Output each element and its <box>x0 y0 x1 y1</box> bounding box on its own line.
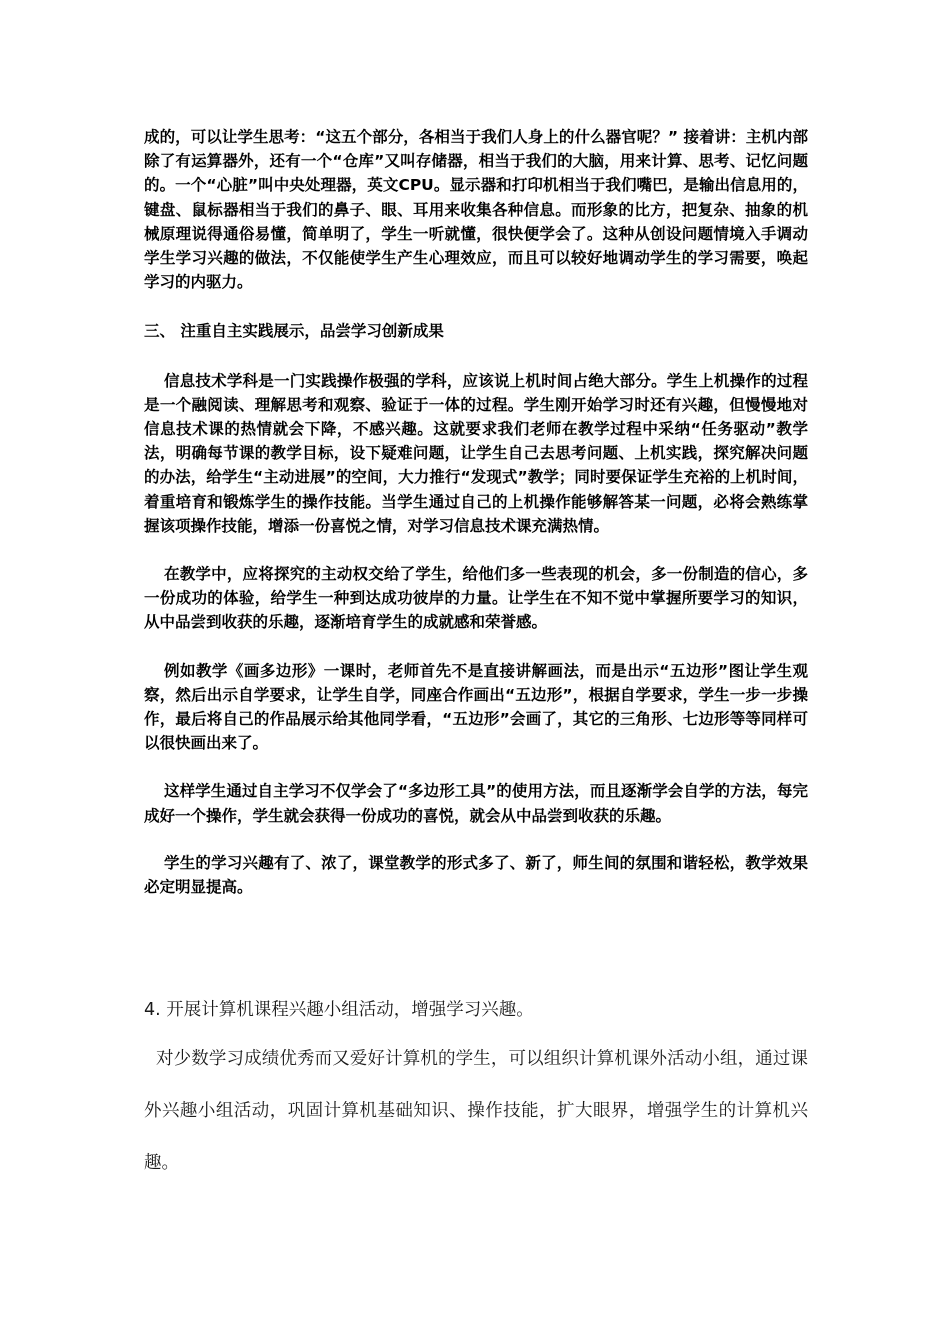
item-4-body: 对少数学习成绩优秀而又爱好计算机的学生，可以组织计算机课外活动小组，通过课外兴趣小组活动，巩固计算机基础知识、操作技能，扩大眼界，增强学生的计算机兴趣。 <box>144 1049 808 1173</box>
item-4-title: 4. 开展计算机课程兴趣小组活动，增强学习兴趣。 <box>144 1000 534 1020</box>
paragraph-self-study: 这样学生通过自主学习不仅学会了“多边形工具”的使用方法，而且逐渐学会自学的方法，每完成好一个操作，学生就会获得一份成功的喜悦，就会从中品尝到收获的乐趣。 <box>144 782 808 825</box>
intro-paragraph: 成的，可以让学生思考：“这五个部分，各相当于我们人身上的什么器官呢？” 接着讲：主机内部除了有运算器外，还有一个“仓库”又叫存储器，相当于我们的大脑，用来计算、思考、记忆问题的。一个“心脏”叫中央处理器，英文CPU。显示器和打印机相当于我们嘴巴，是输出信息用的，键盘、鼠标器相当于我们的鼻子、眼、耳用来收集各种信息。而形象的比方，把复杂、抽象的机械原理说得通俗易懂，简单明了，学生一听就懂，很快便学会了。这种从创设问题情境入手调动学生学习兴趣的做法，不仅能使学生产生心理效应，而且可以较好地调动学生的学习需要，唤起学习的内驱力。 <box>144 128 808 292</box>
item-4-section <box>144 995 808 1189</box>
paragraph-practice: 信息技术学科是一门实践操作极强的学科，应该说上机时间占绝大部分。学生上机操作的过程是一个融阅读、理解思考和观察、验证于一体的过程。学生刚开始学习时还有兴趣，但慢慢地对信息技术课的热情就会下降，不感兴趣。这就要求我们老师在教学过程中采纳“任务驱动”教学法，明确每节课的教学目标，设下疑难问题，让学生自己去思考问题、上机实践，探究解决问题的办法，给学生“主动进展”的空间，大力推行“发现式”教学；同时要保证学生充裕的上机时间，着重培育和锻炼学生的操作技能。当学生通过自己的上机操作能够解答某一问题，必将会熟练掌握该项操作技能，增添一份喜悦之情，对学习信息技术课充满热情。 <box>144 371 808 535</box>
document-body <box>144 125 808 899</box>
paragraph-example: 例如教学《画多边形》一课时，老师首先不是直接讲解画法，而是出示“五边形”图让学生观察，然后出示自学要求，让学生自学，同座合作画出“五边形”，根据自学要求，学生一步一步操作，最后将自己的作品展示给其他同学看，“五边形”会画了，其它的三角形、七边形等等同样可以很快画出来了。 <box>144 661 808 753</box>
section-heading: 三、 注重自主实践展示，品尝学习创新成果 <box>144 322 444 341</box>
paragraph-teaching: 在教学中，应将探究的主动权交给了学生，给他们多一些表现的机会，多一份制造的信心，多一份成功的体验，给学生一种到达成功彼岸的力量。让学生在不知不觉中掌握所要学习的知识，从中品尝到收获的乐趣，逐渐培育学生的成就感和荣誉感。 <box>144 565 808 632</box>
paragraph-conclusion: 学生的学习兴趣有了、浓了，课堂教学的形式多了、新了，师生间的氛围和谐轻松，教学效果必定明显提高。 <box>144 853 808 897</box>
